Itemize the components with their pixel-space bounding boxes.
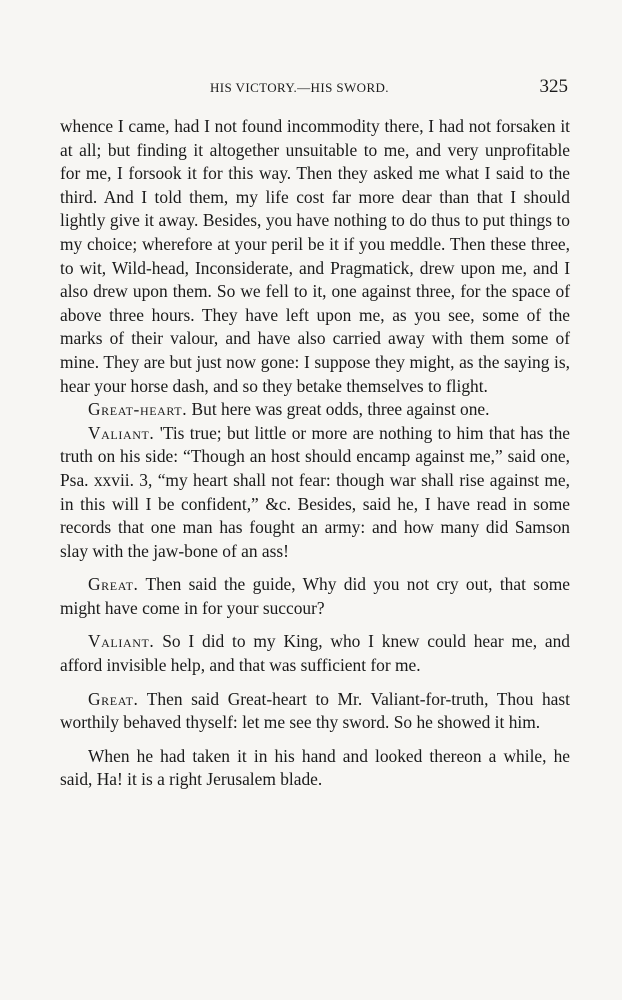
page-number: 325	[539, 76, 568, 97]
paragraph	[60, 115, 570, 398]
paragraph-text: whence I came, had I not found incommodity there, I had not forsaken it at all; but finding it altogether unsuitable to me, and very unprofitable for me, I forsook it for this way. Then they asked me what I said to the third. And I told them, my life cost far more dear than that I should lightly give it away. Besides, you have nothing to do thus to put things to my choice; wherefore at your peril be it if you meddle. Then these three, to wit, Wild-head, Inconsiderate, and Pragmatick, drew upon me, and I also drew upon them. So we fell to it, one against three, for the space of above three hours. They have left upon me, as you see, some of the marks of their valour, and have also carried away with them some of mine. They are but just now gone: I suppose they might, as the saying is, hear your horse dash, and so they betake themselves to flight.	[60, 116, 570, 396]
paragraph	[60, 398, 570, 422]
paragraph-text: When he had taken it in his hand and looked thereon a while, he said, Ha! it is a right Jerusalem blade.	[60, 745, 570, 790]
paragraph-text: 'Tis true; but little or more are nothing to him that has the truth on his side: “Though an host should encamp against me,” said one, Psa. xxvii. 3, “my heart shall not fear: though war shall rise against me, in this will I be confident,” &c. Besides, said he, I have read in some records that one man has fought an army: and how many did Samson slay with the jaw-bone of an ass!	[60, 422, 570, 561]
running-head	[60, 76, 574, 100]
paragraph	[60, 745, 570, 792]
paragraph-text: Then said the guide, Why did you not cry out, that some might have come in for your succour?	[60, 574, 570, 618]
speaker-name: Great.	[88, 688, 139, 709]
speaker-name: Great-heart.	[88, 399, 188, 420]
paragraph	[60, 573, 570, 620]
paragraph-text: But here was great odds, three against one.	[187, 399, 490, 420]
paragraph-text: Then said Great-heart to Mr. Valiant-for-truth, Thou hast worthily behaved thyself: let me see thy sword. So he showed it him.	[60, 688, 570, 733]
running-title: HIS VICTORY.—HIS SWORD.	[210, 80, 389, 95]
speaker-name: Great.	[88, 574, 139, 595]
body-text	[60, 115, 570, 792]
speaker-name: Valiant.	[88, 631, 155, 652]
paragraph	[60, 688, 570, 735]
paragraph	[60, 422, 570, 564]
speaker-name: Valiant.	[88, 422, 155, 443]
paragraph-text: So I did to my King, who I knew could hear me, and afford invisible help, and that was sufficient for me.	[60, 631, 570, 676]
paragraph	[60, 630, 570, 677]
